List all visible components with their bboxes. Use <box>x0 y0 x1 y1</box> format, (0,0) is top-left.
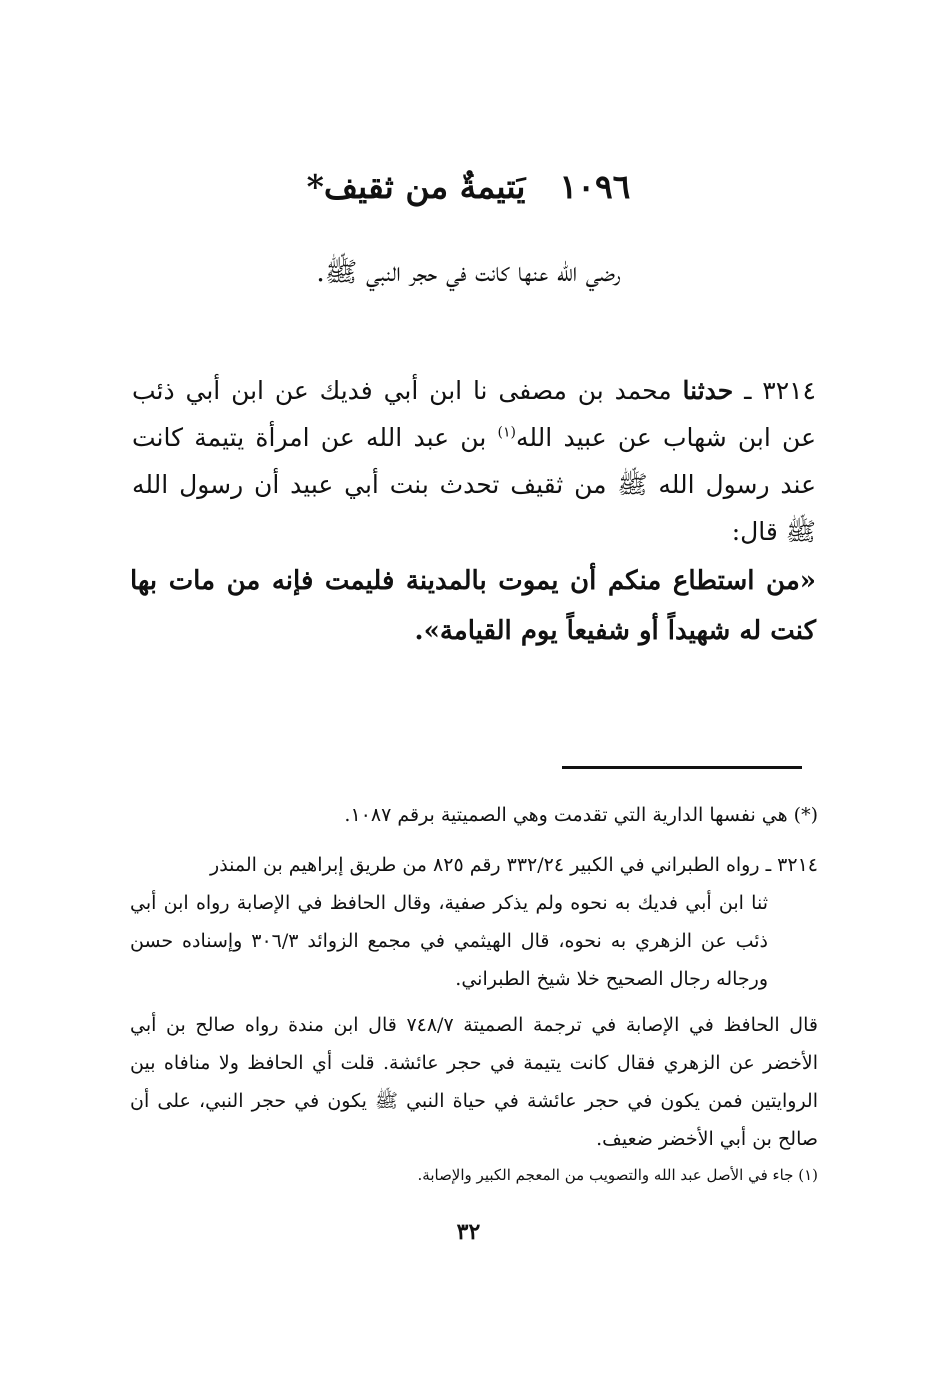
chapter-number: ١٠٩٦ <box>559 167 631 206</box>
hadith-isnad <box>132 367 816 555</box>
takhrij-lead: ٣٢١٤ ـ رواه الطبراني في الكبير ٣٣٢/٢٤ رقم ٨٢٥ من طريق إبراهيم بن المنذر <box>210 854 818 876</box>
footnote-marker: (١) <box>497 424 516 441</box>
hadith-matn <box>130 556 816 656</box>
chapter-heading <box>130 162 807 212</box>
footnote-star <box>130 796 818 834</box>
footnote-one <box>130 1160 818 1190</box>
footnote-star-text: (*) هي نفسها الدارية التي تقدمت وهي الصميتية برقم ١٠٨٧. <box>344 804 818 826</box>
chapter-title: يَتيمةٌ من ثقيف* <box>306 167 526 206</box>
footnote-separator <box>562 766 802 769</box>
isnad-text-a: محمد بن مصفى نا ابن أبي فديك عن ابن أبي ذئب عن ابن شهاب عن عبيد الله <box>132 376 817 452</box>
matn-text: «من استطاع منكم أن يموت بالمدينة فليمت فإنه من مات بها كنت له شهيداً أو شفيعاً يوم القيامة». <box>130 566 816 646</box>
haddathana-word: حدثنا <box>682 376 734 405</box>
page-number: ٣٢ <box>456 1219 481 1245</box>
footnote-hafiz <box>130 1006 818 1158</box>
hadith-number: ٣٢١٤ ـ <box>744 376 816 405</box>
chapter-subtitle: رضي الله عنها كانت في حجر النبي ﷺ. <box>316 257 621 288</box>
hafiz-note-text: قال الحافظ في الإصابة في ترجمة الصميتة ٧٤٨/٧ قال ابن مندة رواه صالح بن أبي الأخضر عن الزهري فقال كانت يتيمة في حجر عائشة. قلت أي الحافظ ولا منافاه بين الروايتين فمن يكون في حجر عائشة في حياة النبي ﷺ يكون في حجر النبي، على أن صالح بن أبي الأخضر ضعيف. <box>130 1014 818 1150</box>
footnote-takhrij <box>130 846 818 998</box>
footnote-one-text: (١) جاء في الأصل عبد الله والتصويب من المعجم الكبير والإصابة. <box>417 1166 818 1184</box>
takhrij-continuation: ثنا ابن أبي فديك به نحوه ولم يذكر صفية، وقال الحافظ في الإصابة رواه ابن أبي ذئب عن الزهري به نحوه، قال الهيثمي في مجمع الزوائد ٣٠٦/٣ وإسناده حسن ورجاله رجال الصحيح خلا شيخ الطبراني. <box>130 892 768 990</box>
isnad-text-b: بن عبد الله عن امرأة يتيمة كانت عند رسول الله ﷺ من ثقيف تحدث بنت أبي عبيد أن رسول الله ﷺ قال: <box>132 423 816 546</box>
